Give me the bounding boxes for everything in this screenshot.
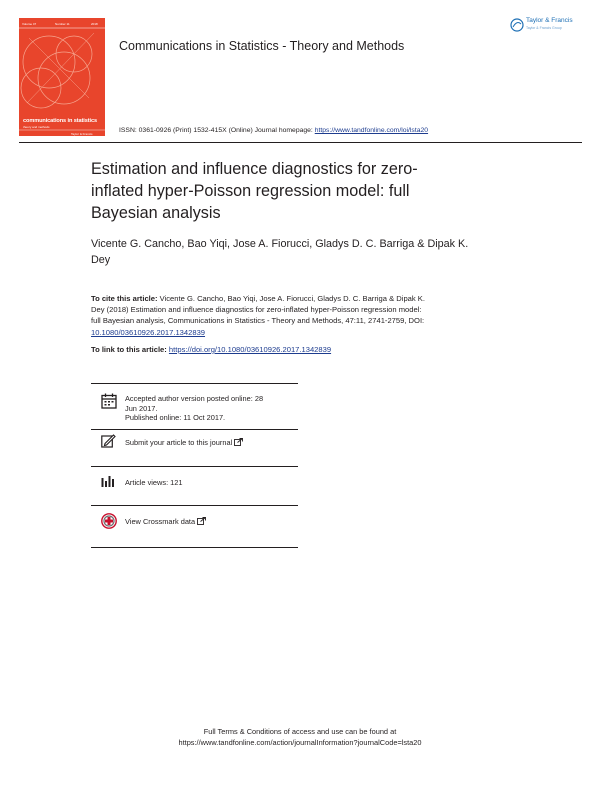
crossmark-link[interactable]: [125, 517, 206, 527]
publication-dates-text: [125, 394, 263, 423]
article-views-row: [91, 472, 301, 494]
authors-line: Dey: [91, 253, 111, 266]
article-views: Article views: 121: [125, 478, 183, 487]
cover-number: Number 11: [55, 22, 70, 26]
publisher-logo: [510, 16, 590, 36]
link-label: To link to this article:: [91, 345, 169, 354]
publisher-subtitle: Taylor & Francis Group: [526, 26, 562, 30]
publisher-name: Taylor & Francis: [526, 17, 573, 24]
footer: [0, 727, 600, 748]
edit-icon: [101, 434, 116, 448]
journal-cover-image: [19, 18, 105, 136]
external-link-icon: [197, 517, 206, 525]
cover-subtitle: theory and methods: [23, 125, 50, 129]
article-doi-link[interactable]: https://doi.org/10.1080/03610926.2017.1342839: [168, 345, 332, 354]
calendar-icon: [101, 393, 117, 409]
submit-article-row[interactable]: [91, 433, 301, 455]
footer-terms: Full Terms & Conditions of access and use can be found at: [203, 727, 397, 736]
citation-line: [91, 293, 521, 304]
publisher-logo-icon: [510, 18, 524, 32]
authors-line: Vicente G. Cancho, Bao Yiqi, Jose A. Fiorucci, Gladys D. C. Barriga & Dipak K.: [91, 238, 469, 250]
article-title-line: Estimation and influence diagnostics for zero-: [91, 160, 418, 178]
citation-line: full Bayesian analysis, Communications in Statistics - Theory and Methods, 47:11, 2741-2759, DOI:: [91, 316, 425, 326]
issn-line: [119, 127, 428, 134]
published-line: Published online: 11 Oct 2017.: [125, 413, 226, 422]
cover-volume: Volume 47: [22, 22, 37, 26]
cover-title: communications in statistics: [23, 118, 97, 124]
journal-title: Communications in Statistics - Theory and Methods: [119, 39, 405, 53]
crossmark-row[interactable]: [91, 511, 301, 537]
crossmark-icon: [101, 513, 117, 529]
citation-doi-link[interactable]: 10.1080/03610926.2017.1342839: [91, 327, 206, 337]
header-divider: [19, 142, 582, 143]
authors: [91, 237, 531, 268]
publication-dates: [91, 392, 301, 427]
divider: [91, 547, 298, 548]
journal-homepage-link[interactable]: https://www.tandfonline.com/loi/lsta20: [314, 127, 429, 134]
divider: [91, 429, 298, 430]
citation-line: Dey (2018) Estimation and influence diagnostics for zero-inflated hyper-Poisson regression model:: [91, 305, 422, 315]
accepted-line: Jun 2017.: [125, 403, 158, 413]
submit-article-link[interactable]: [125, 438, 243, 448]
divider: [91, 505, 298, 506]
footer-terms-url[interactable]: https://www.tandfonline.com/action/journalInformation?journalCode=lsta20: [178, 737, 422, 747]
article-title-line: Bayesian analysis: [91, 204, 221, 222]
bar-chart-icon: [101, 475, 116, 487]
article-title-line: inflated hyper-Poisson regression model: full: [91, 182, 410, 200]
article-link-line: [91, 345, 521, 354]
accepted-line: Accepted author version posted online: 28: [125, 394, 264, 403]
divider: [91, 383, 298, 384]
cover-year: 2018: [91, 22, 98, 26]
citation-block: [91, 293, 521, 338]
issn-text: ISSN: 0361-0926 (Print) 1532-415X (Online) Journal homepage:: [119, 127, 315, 134]
submit-article-text[interactable]: Submit your article to this journal: [125, 438, 233, 447]
crossmark-text[interactable]: View Crossmark data: [125, 517, 196, 526]
divider: [91, 466, 298, 467]
citation-label: To cite this article:: [91, 294, 160, 303]
external-link-icon: [234, 438, 243, 446]
article-title: [91, 158, 511, 224]
citation-text: Vicente G. Cancho, Bao Yiqi, Jose A. Fiorucci, Gladys D. C. Barriga & Dipak K.: [159, 294, 425, 303]
cover-publisher: Taylor & Francis: [71, 132, 93, 136]
